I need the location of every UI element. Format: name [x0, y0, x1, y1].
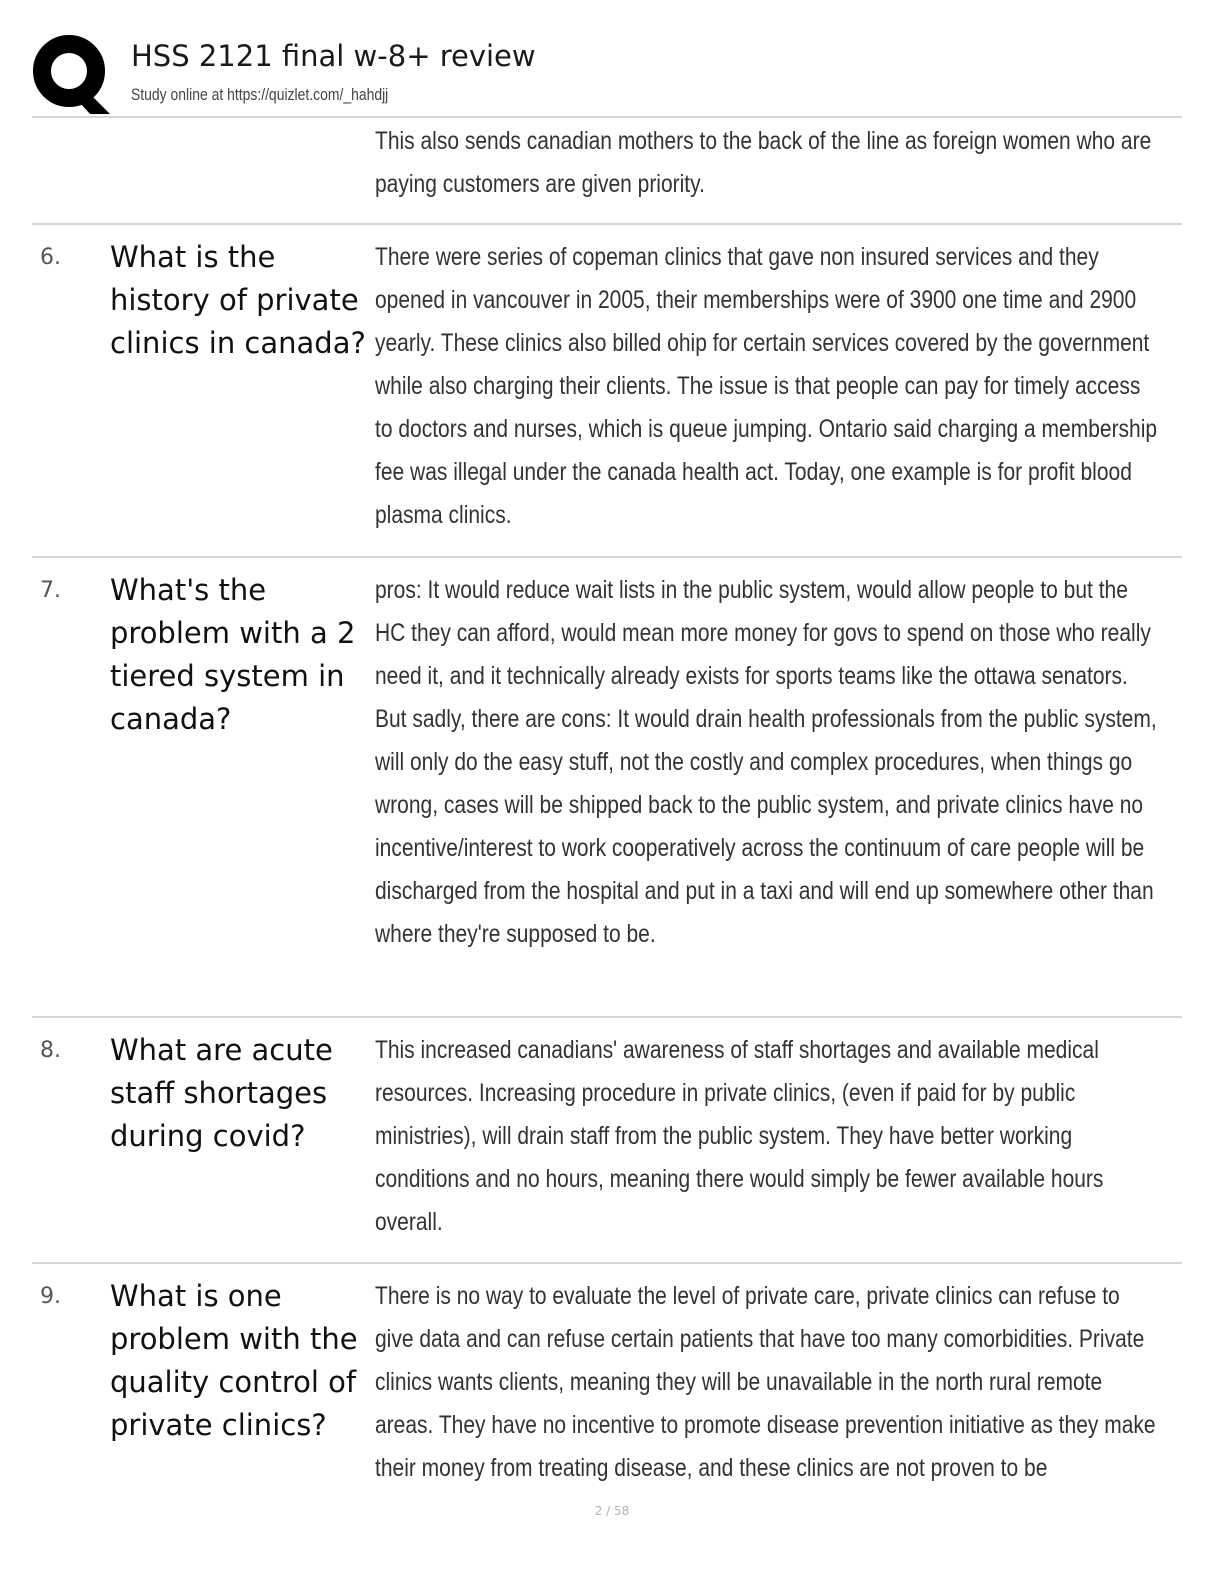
definition-text: pros: It would reduce wait lists in the public system, would allow people to but the HC they can afford, would mean more money for govs to spend on those who really need it, and it technically already exists for sports teams like the ottawa senators.: [375, 576, 1151, 690]
card-number: 8.: [40, 1038, 61, 1063]
card-9: [32, 1275, 1182, 1500]
definition-text: There is no way to evaluate the level of private care, private clinics can refuse to give data and can refuse certain patients that have too many comorbidities. Private clinics wants clients, meaning they will be unavailable in the north rural remote areas. They have no incentive to promote disease prevention initiative as they make their money from treating disease, and these clinics are not proven to be: [375, 1282, 1156, 1482]
card-divider: [32, 556, 1182, 558]
card-number: 7.: [40, 578, 61, 603]
page-indicator: 2 / 58: [594, 1504, 630, 1518]
card-term: What is one problem with the quality control of private clinics?: [110, 1279, 358, 1442]
study-online-link[interactable]: Study online at https://quizlet.com/_hahdjj: [131, 85, 389, 104]
card-divider: [32, 1262, 1182, 1264]
card-continuation: [32, 120, 1182, 220]
card-6: [32, 236, 1182, 546]
card-7: [32, 569, 1182, 1009]
card-term: What are acute staff shortages during covid?: [110, 1033, 333, 1153]
definition-text: There were series of copeman clinics that gave non insured services and they opened in vancouver in 2005, their memberships were of 3900 one time and 2900 yearly. These clinics also billed ohip for certain services covered by the government while also charging their clients. The issue is that people can pay for timely access to doctors and nurses, which is queue jumping. Ontario said charging a membership fee was illegal under the canada health act. Today, one example is for profit blood plasma clinics.: [375, 243, 1158, 529]
card-definition: [375, 236, 1160, 537]
card-definition: [375, 1275, 1160, 1490]
card-definition: [375, 120, 1160, 206]
definition-text: But sadly, there are cons: It would drain health professionals from the public system, will only do the easy stuff, not the costly and complex procedures, when things go wrong, cases will be shipped back to the public system, and private clinics have no incentive/interest to work cooperatively across the continuum of care people will be discharged from the hospital and put in a taxi and will end up somewhere other than where they're supposed to be.: [375, 705, 1157, 948]
definition-text: This increased canadians' awareness of staff shortages and available medical resources. Increasing procedure in private clinics, (even if paid for by public ministries), will drain staff from the public system. They have better working conditions and no hours, meaning there would simply be fewer available hours overall.: [375, 1036, 1104, 1236]
card-number: 6.: [40, 245, 61, 270]
card-divider: [32, 223, 1182, 225]
card-number: 9.: [40, 1284, 61, 1309]
card-term: What is the history of private clinics in canada?: [110, 240, 366, 360]
header-divider: [32, 116, 1182, 118]
set-title: HSS 2121 final w-8+ review: [131, 39, 536, 73]
card-term: What's the problem with a 2 tiered system in canada?: [110, 573, 356, 736]
page-header: [32, 30, 1182, 116]
card-definition: [375, 569, 1160, 956]
definition-text: This also sends canadian mothers to the back of the line as foreign women who are paying customers are given priority.: [375, 127, 1152, 198]
card-divider: [32, 1016, 1182, 1018]
card-8: [32, 1029, 1182, 1254]
quizlet-logo-icon[interactable]: [32, 34, 112, 114]
card-definition: [375, 1029, 1160, 1244]
